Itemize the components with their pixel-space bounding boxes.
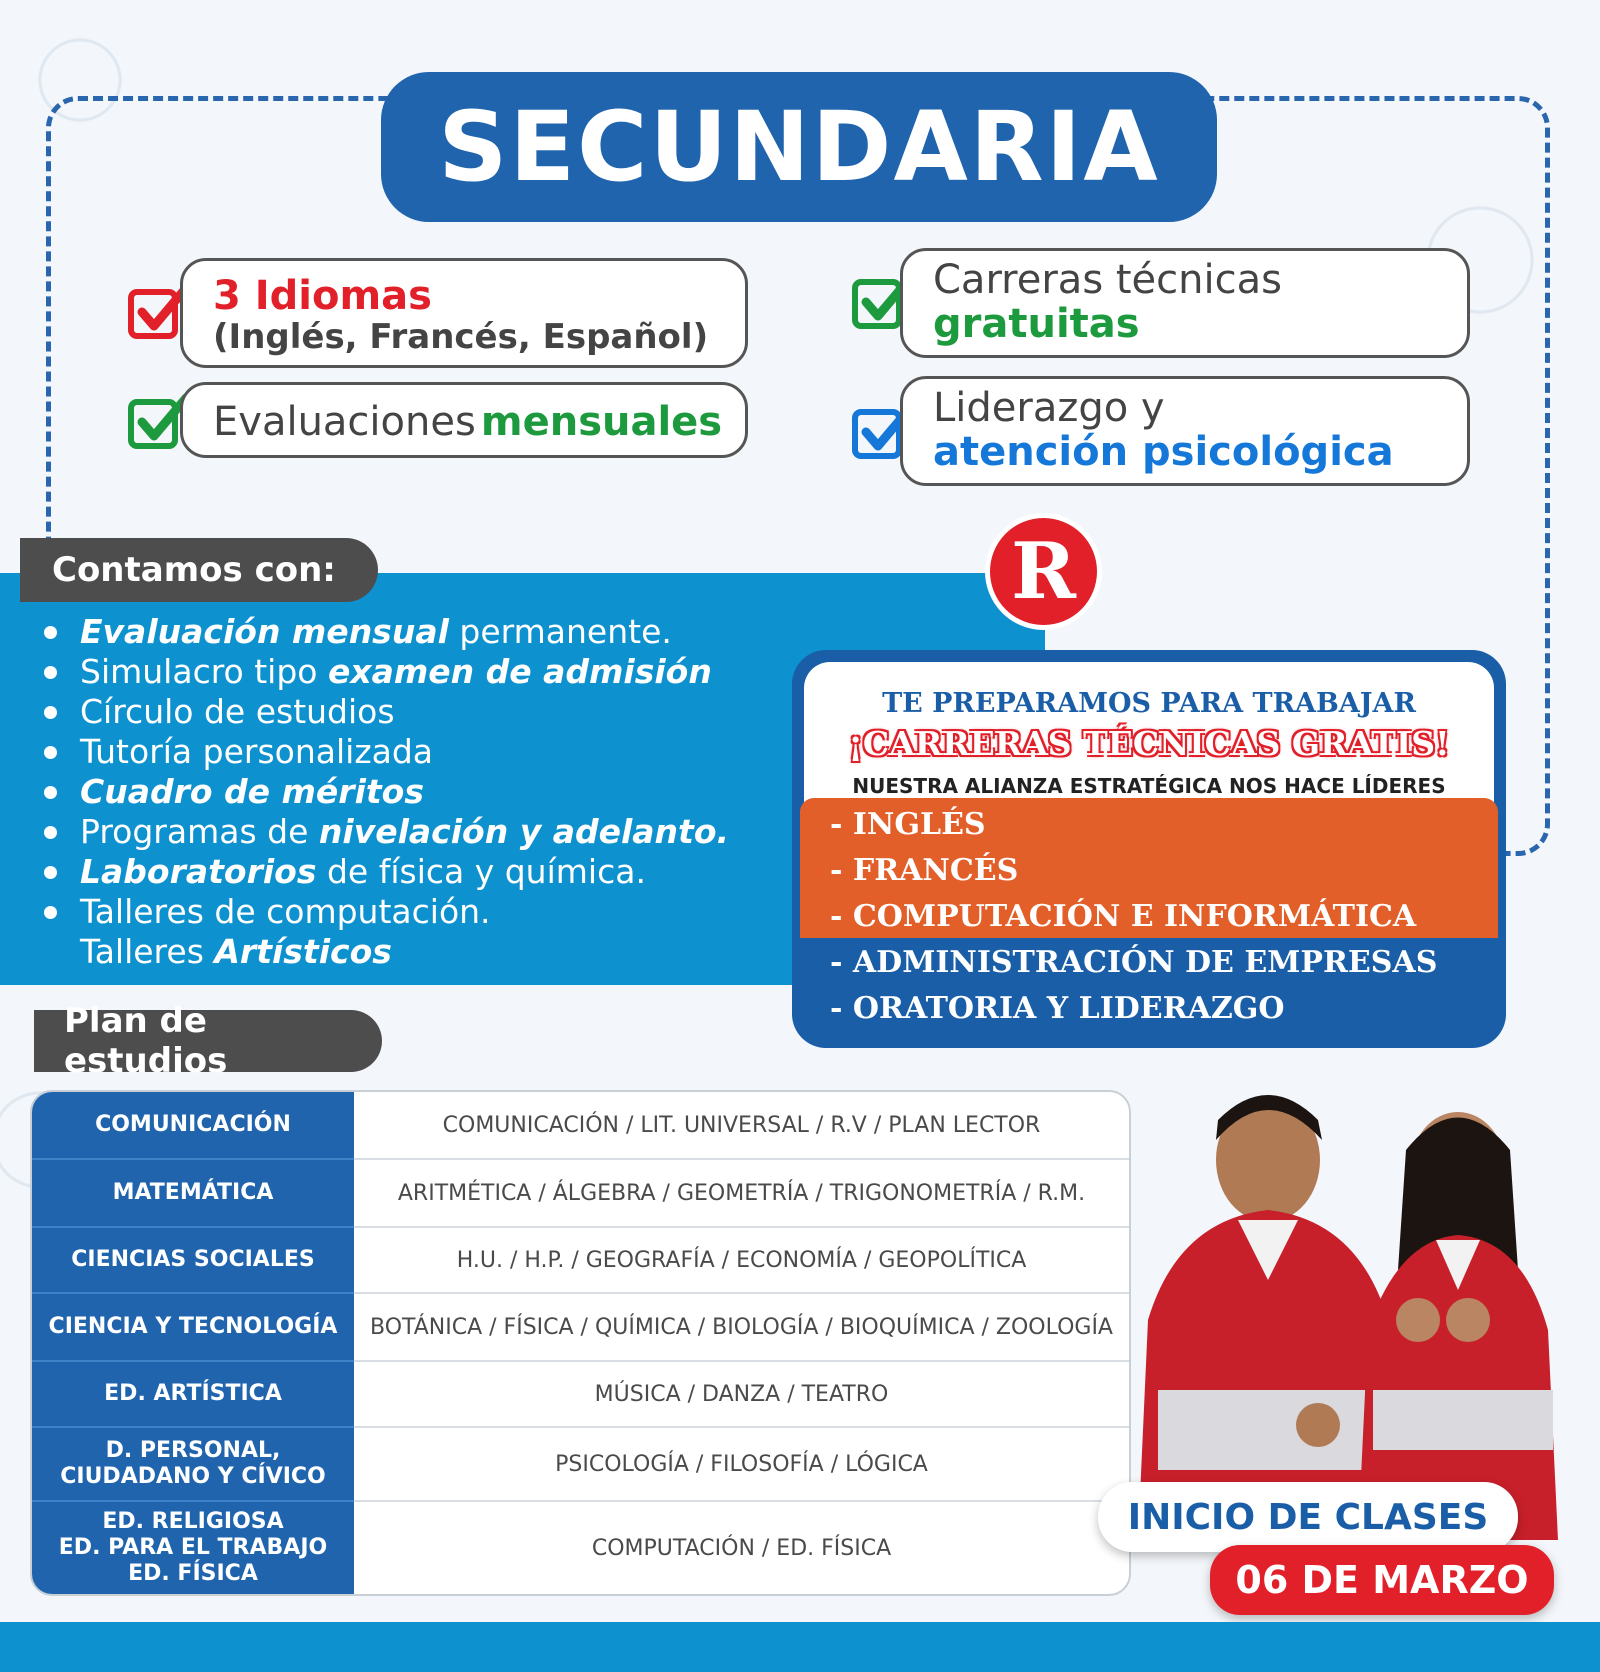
area-cell: MATEMÁTICA	[32, 1160, 354, 1228]
area-cell: ED. ARTÍSTICA	[32, 1362, 354, 1428]
list-item: Talleres de computación.	[40, 892, 729, 932]
r-logo: R	[985, 513, 1102, 630]
page-title: SECUNDARIA	[381, 72, 1217, 222]
list-item: Simulacro tipo examen de admisión	[40, 652, 729, 692]
list-item: Evaluación mensual permanente.	[40, 612, 729, 652]
area-cell: COMUNICACIÓN	[32, 1092, 354, 1160]
contamos-list	[40, 612, 729, 972]
feature-liderazgo-line1: Liderazgo y	[933, 385, 1165, 431]
list-item: Talleres Artísticos	[80, 932, 392, 971]
contamos-heading: Contamos con:	[20, 538, 378, 602]
courses-cell: H.U. / H.P. / GEOGRAFÍA / ECONOMÍA / GEOPOLÍTICA	[354, 1228, 1129, 1294]
feature-idiomas-title: 3 Idiomas	[213, 273, 432, 319]
list-item: Tutoría personalizada	[40, 732, 729, 772]
career-item: - ADMINISTRACIÓN DE EMPRESAS	[830, 945, 1438, 980]
plan-table	[30, 1090, 1131, 1596]
career-box	[792, 650, 1506, 1048]
career-item: - INGLÉS	[830, 807, 986, 842]
list-item: Programas de nivelación y adelanto.	[40, 812, 729, 852]
courses-cell: ARITMÉTICA / ÁLGEBRA / GEOMETRÍA / TRIGONOMETRÍA / R.M.	[354, 1160, 1129, 1228]
feature-evaluaciones-prefix: Evaluaciones	[213, 399, 476, 445]
feature-carreras-line1: Carreras técnicas	[933, 257, 1282, 303]
career-item: - COMPUTACIÓN E INFORMÁTICA	[830, 899, 1417, 934]
career-head1: TE PREPARAMOS PARA TRABAJAR	[882, 688, 1416, 719]
career-item: - FRANCÉS	[830, 853, 1019, 888]
courses-cell: COMPUTACIÓN / ED. FÍSICA	[591, 1535, 892, 1561]
career-head2: ¡CARRERAS TÉCNICAS GRATIS!	[848, 724, 1450, 763]
area-line: ED. FÍSICA	[128, 1561, 258, 1586]
career-head3: NUESTRA ALIANZA ESTRATÉGICA NOS HACE LÍDERES	[852, 774, 1446, 798]
career-list	[830, 802, 1437, 1032]
students-photo	[1118, 1090, 1578, 1540]
feature-liderazgo-strong: atención psicológica	[933, 429, 1394, 475]
career-header	[804, 662, 1494, 810]
career-item: - ORATORIA Y LIDERAZGO	[830, 991, 1285, 1026]
table-row	[32, 1092, 1129, 1160]
plan-heading: Plan de estudios	[34, 1010, 382, 1072]
feature-carreras-strong: gratuitas	[933, 301, 1140, 347]
feature-liderazgo	[900, 376, 1470, 486]
courses-cell: MÚSICA / DANZA / TEATRO	[354, 1362, 1129, 1428]
bottom-band	[0, 1622, 1600, 1672]
area-cell: CIENCIA Y TECNOLOGÍA	[32, 1294, 354, 1362]
table-row	[32, 1294, 1129, 1362]
area-cell	[32, 1428, 354, 1502]
table-row	[32, 1160, 1129, 1228]
courses-cell: PSICOLOGÍA / FILOSOFÍA / LÓGICA	[354, 1428, 1129, 1502]
area-cell	[32, 1502, 354, 1594]
area-line: ED. RELIGIOSA	[102, 1509, 284, 1534]
feature-carreras	[900, 248, 1470, 358]
list-item: Círculo de estudios	[40, 692, 729, 732]
area-line: CIUDADANO Y CÍVICO	[60, 1464, 326, 1489]
area-cell: CIENCIAS SOCIALES	[32, 1228, 354, 1294]
fecha-badge: 06 DE MARZO	[1210, 1545, 1554, 1615]
table-row	[32, 1362, 1129, 1428]
table-row	[32, 1428, 1129, 1502]
courses-cell: COMUNICACIÓN / LIT. UNIVERSAL / R.V / PLAN LECTOR	[354, 1092, 1129, 1160]
feature-idiomas-sub: (Inglés, Francés, Español)	[213, 317, 709, 357]
inicio-clases-badge: INICIO DE CLASES	[1098, 1482, 1518, 1552]
area-line: ED. PARA EL TRABAJO	[58, 1535, 328, 1560]
feature-evaluaciones-strong: mensuales	[480, 399, 723, 445]
table-row	[32, 1228, 1129, 1294]
area-line: D. PERSONAL,	[105, 1438, 281, 1463]
list-item: Cuadro de méritos	[40, 772, 729, 812]
feature-idiomas	[180, 258, 748, 368]
feature-evaluaciones	[180, 382, 748, 458]
list-item: Laboratorios de física y química.	[40, 852, 729, 892]
table-row	[32, 1502, 1129, 1594]
courses-cell: BOTÁNICA / FÍSICA / QUÍMICA / BIOLOGÍA / BIOQUÍMICA / ZOOLOGÍA	[354, 1294, 1129, 1362]
